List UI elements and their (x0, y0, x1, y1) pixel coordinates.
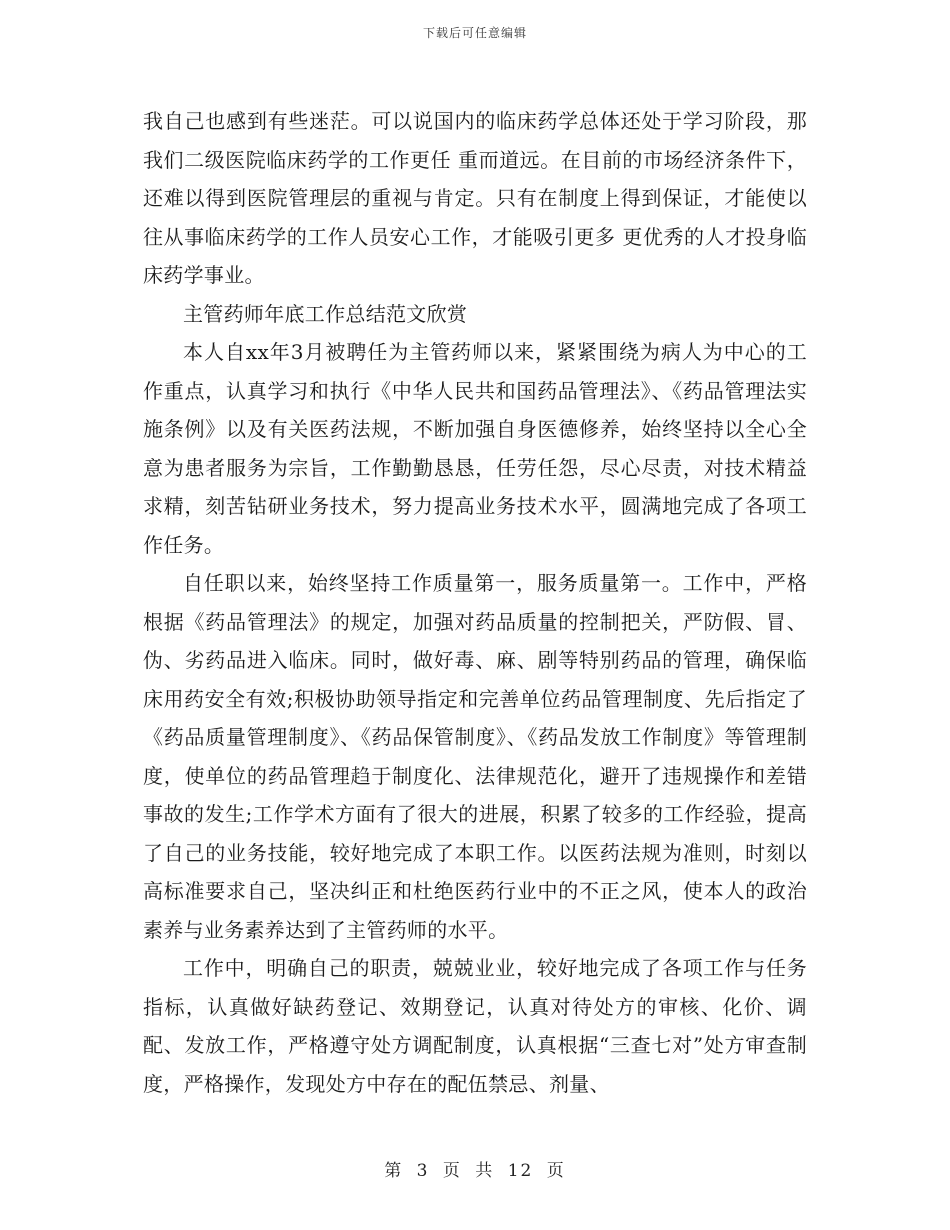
page-number: 第 3 页 共 12 页 (384, 1161, 566, 1181)
section-title: 主管药师年底工作总结范文欣赏 (183, 301, 468, 326)
page-header: 下载后可任意编辑 (422, 26, 527, 40)
paragraph-4: 工作中，明确自己的职责，兢兢业业，较好地完成了各项工作与任务指标，认真做好缺药登记、效期登记，认真对待处方的审核、化价、调配、发放工作，严格遵守处方调配制度，认真根据“三查七对”处方审查制度，严格操作，发现处方中存在的配伍禁忌、剂量、 (143, 956, 807, 1096)
paragraph-2: 本人自xx年3月被聘任为主管药师以来，紧紧围绕为病人为中心的工作重点，认真学习和执行《中华人民共和国药品管理法》、《药品管理法实施条例》以及有关医药法规，不断加强自身医德修养，始终坚持以全心全意为患者服务为宗旨，工作勤勤恳恳，任劳任怨，尽心尽责，对技术精益求精，刻苦钻研业务技术，努力提高业务技术水平，圆满地完成了各项工作任务。 (143, 340, 807, 557)
paragraph-3: 自任职以来，始终坚持工作质量第一，服务质量第一。工作中，严格根据《药品管理法》的规定，加强对药品质量的控制把关，严防假、冒、伪、劣药品进入临床。同时，做好毒、麻、剧等特别药品的管理，确保临床用药安全有效;积极协助领导指定和完善单位药品管理制度、先后指定了《药品质量管理制度》、《药品保管制度》、《药品发放工作制度》等管理制度，使单位的药品管理趋于制度化、法律规范化，避开了违规操作和差错事故的发生;工作学术方面有了很大的进展，积累了较多的工作经验，提高了自己的业务技能，较好地完成了本职工作。以医药法规为准则，时刻以高标准要求自己，坚决纠正和杜绝医药行业中的不正之风，使本人的政治素养与业务素养达到了主管药师的水平。 (143, 571, 807, 942)
paragraph-1: 我自己也感到有些迷茫。可以说国内的临床药学总体还处于学习阶段，那我们二级医院临床药学的工作更任 重而道远。在目前的市场经济条件下，还难以得到医院管理层的重视与肯定。只有在制度上得到保证，才能使以往从事临床药学的工作人员安心工作，才能吸引更多 更优秀的人才投身临床药学事业。 (143, 109, 807, 287)
document-body (143, 102, 807, 1103)
